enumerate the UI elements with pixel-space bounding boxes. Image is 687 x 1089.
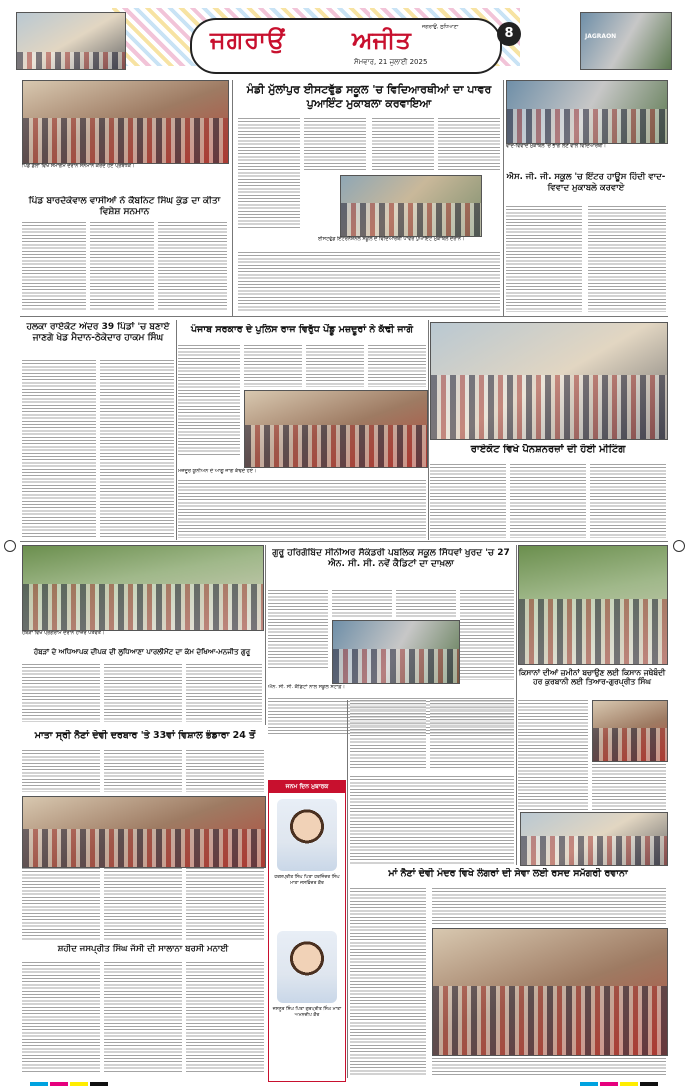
article-text: [178, 345, 240, 455]
photo-farmers: [518, 545, 668, 665]
print-color-bar: [90, 1082, 108, 1086]
article-text: [396, 590, 456, 618]
headline-power-point: ਮੰਡੀ ਮੁੱਲਾਂਪੁਰ ਈਸਟਵੁੱਡ ਸਕੂਲ 'ਚ ਵਿਦਿਆਰਥੀਆਂ ਦਾ ਪਾਵਰ ਪੁਆਇੰਟ ਮੁਕਾਬਲਾ ਕਰਵਾਇਆ: [246, 83, 492, 110]
masthead-photo-right: [580, 12, 672, 70]
page-number: 8: [497, 22, 521, 46]
headline-bhandara: ਮਾਤਾ ਸ੍ਰੀ ਨੈਣਾਂ ਦੇਵੀ ਦਰਬਾਰ 'ਤੇ 33ਵਾਂ ਵਿਸ਼ਾਲ ਭੰਡਾਰਾ 24 ਤੋਂ: [34, 730, 256, 741]
article-text: [350, 776, 514, 864]
article-text: [432, 1058, 666, 1076]
column-rule: [347, 700, 348, 1078]
caption-honour-ceremony: ਪਿੰਡ ਡੱਲਾ ਵਿਖੇ ਸਮਾਗਮ ਦੌਰਾਨ ਸਨਮਾਨ ਕਰਦੇ ਹੋਏ ਪ੍ਰਬੰਧਕ।: [22, 163, 135, 169]
article-text: [104, 868, 182, 940]
article-text: [244, 345, 302, 387]
article-text: [238, 252, 500, 312]
section-divider: [20, 316, 668, 317]
headline-jaago: ਪੰਜਾਬ ਸਰਕਾਰ ਦੇ ਪੁਲਿਸ ਰਾਜ ਵਿਰੁੱਧ ਪੇਂਡੂ ਮਜ਼ਦੂਰਾਂ ਨੇ ਕੱਢੀ ਜਾਗੋ: [191, 324, 413, 335]
print-color-bar: [640, 1082, 658, 1086]
photo-bhandara: [22, 796, 266, 868]
photo-farmer-leader: [592, 700, 668, 762]
column-rule: [516, 545, 517, 865]
column-rule: [232, 80, 233, 316]
caption-power-point: ਈਸਟਵੁੱਡ ਇੰਟਰਨੈਸ਼ਨਲ ਸਕੂਲ ਦੇ ਵਿਦਿਆਰਥੀ ਪਾਵਰ ਪੁਆਇੰਟ ਮੁਕਾਬਲੇ ਦੌਰਾਨ।: [318, 236, 465, 242]
article-text: [430, 464, 506, 538]
photo-jaago: [244, 390, 428, 468]
birthday-photo-1: [277, 799, 337, 871]
print-color-bar: [50, 1082, 68, 1086]
article-text: [368, 345, 426, 387]
headline-ncc: ਗੁਰੂ ਹਰਿਗੋਬਿੰਦ ਸੀਨੀਅਰ ਸੈਕੰਡਰੀ ਪਬਲਿਕ ਸਕੂਲ ਸਿੱਧਵਾਂ ਖੁਰਦ 'ਚ 27 ਐਨ. ਸੀ. ਸੀ. ਨਵੇਂ ਕੈਡਿਟਾਂ ਦਾ ਦਾਖ਼ਲਾ: [272, 548, 510, 570]
birthday-title: ਜਨਮ ਦਿਨ ਮੁਬਾਰਕ: [269, 781, 345, 793]
registration-mark: [673, 540, 685, 552]
masthead-photo-left: [16, 12, 126, 70]
headline-barsi: ਸ਼ਹੀਦ ਜਸਪ੍ਰੀਤ ਸਿੰਘ ਜੱਸੀ ਦੀ ਸਾਲਾਨਾ ਬਰਸੀ ਮਨਾਈ: [57, 944, 229, 954]
print-color-bar: [30, 1082, 48, 1086]
article-text: [104, 750, 182, 792]
photo-langar: [432, 928, 668, 1056]
article-text: [350, 888, 426, 1076]
photo-ncc: [332, 620, 460, 684]
article-text: [104, 664, 182, 722]
birthday-photo-2: [277, 931, 337, 1003]
print-color-bar: [620, 1082, 638, 1086]
article-text: [304, 118, 366, 170]
article-text: [350, 700, 426, 770]
article-text: [100, 360, 174, 538]
birthday-box: [268, 780, 346, 1082]
article-text: [518, 700, 588, 810]
birthday-text-2: ਜਸਨੂਰ ਸਿੰਘ ਪਿਤਾ ਗੁਰਪ੍ਰੀਤ ਸਿੰਘ ਮਾਤਾ ਅਮਨਦੀਪ ਕੌਰ: [272, 1007, 342, 1018]
paper-name: ਅਜੀਤ: [352, 26, 411, 54]
article-text: [506, 206, 582, 312]
article-text: [460, 590, 514, 680]
brand-name: ਜਗਰਾਉਂ: [210, 26, 286, 54]
article-text: [306, 345, 364, 387]
photo-honour-ceremony: [22, 80, 229, 164]
article-text: [438, 118, 500, 170]
article-text: [186, 962, 264, 1074]
caption-debate: ਵਾਦ-ਵਿਵਾਦ ਮੁਕਾਬਲੇ 'ਚ ਭਾਗ ਲੈਣ ਵਾਲੇ ਵਿਦਿਆਰਥੀ।: [506, 143, 606, 149]
article-text: [186, 750, 264, 792]
photo-humbran: [22, 545, 264, 631]
article-text: [590, 464, 666, 538]
article-text: [22, 868, 100, 940]
article-text: [372, 118, 434, 170]
article-text: [332, 590, 392, 618]
masthead-photo-label: JAGRAON: [585, 33, 617, 40]
article-text: [178, 480, 426, 538]
photo-debate: [506, 80, 668, 144]
article-text: [592, 764, 666, 810]
headline-farmers: ਕਿਸਾਨਾਂ ਦੀਆਂ ਜ਼ਮੀਨਾਂ ਬਚਾਉਣ ਲਈ ਕਿਸਾਨ ਜਥੇਬੰਦੀ ਹਰ ਕੁਰਬਾਨੀ ਲਈ ਤਿਆਰ-ਗੁਰਪ੍ਰੀਤ ਸਿੰਘ: [518, 668, 666, 687]
caption-humbran: ਹੰਬੜਾਂ ਵਿਖੇ ਪ੍ਰੋਗਰਾਮ ਦੌਰਾਨ ਹਾਜ਼ਰ ਪਤਵੰਤੇ।: [22, 630, 105, 636]
column-rule: [503, 80, 504, 316]
headline-pensioners: ਰਾਏਕੋਟ ਵਿਖੇ ਪੈਨਸ਼ਨਰਜ਼ਾਂ ਦੀ ਹੋਈ ਮੀਟਿੰਗ: [470, 444, 626, 455]
masthead: [0, 0, 687, 78]
headline-debate: ਐਸ. ਜੀ. ਜੀ. ਸਕੂਲ 'ਚ ਇੰਟਰ ਹਾਊਸ ਹਿੰਦੀ ਵਾਦ-ਵਿਵਾਦ ਮੁਕਾਬਲੇ ਕਰਵਾਏ: [506, 172, 666, 193]
print-color-bar: [600, 1082, 618, 1086]
section-divider: [20, 541, 668, 542]
article-text: [588, 206, 666, 312]
masthead-subtitle: ਜਗਰਾਉਂ, ਲੁਧਿਆਣਾ: [422, 24, 459, 30]
column-rule: [428, 320, 429, 540]
article-text: [22, 750, 100, 792]
issue-date: ਸੋਮਵਾਰ, 21 ਜੁਲਾਈ 2025: [354, 58, 428, 66]
article-text: [22, 222, 86, 310]
article-text: [22, 360, 96, 538]
photo-pensioners: [430, 322, 668, 440]
article-text: [238, 118, 300, 228]
headline-honour-ceremony: ਪਿੰਡ ਬਾਰਦੇਕੇਵਾਲ ਵਾਸੀਆਂ ਨੇ ਕੈਬਨਿਟ ਸਿੰਘ ਕੁੰਡ ਦਾ ਕੀਤਾ ਵਿਸ਼ੇਸ਼ ਸਨਮਾਨ: [28, 196, 221, 218]
article-text: [432, 888, 666, 924]
caption-ncc: ਐਨ. ਸੀ. ਸੀ. ਕੈਡਿਟਾਂ ਨਾਲ ਸਕੂਲ ਸਟਾਫ਼।: [268, 684, 345, 690]
column-rule: [176, 320, 177, 540]
column-rule: [265, 545, 266, 725]
article-text: [510, 464, 586, 538]
caption-jaago: ਮਜ਼ਦੂਰ ਯੂਨੀਅਨ ਦੇ ਆਗੂ ਜਾਗੋ ਕੱਢਦੇ ਹੋਏ।: [178, 468, 257, 474]
headline-langar: ਮਾਂ ਨੈਣਾਂ ਦੇਵੀ ਮੰਦਰ ਵਿਖੇ ਲੰਗਰਾਂ ਦੀ ਸੇਵਾ ਲਈ ਰਸਦ ਸਮੱਗਰੀ ਰਵਾਨਾ: [388, 868, 628, 879]
headline-play-grounds: ਹਲਕਾ ਰਾਏਕੋਟ ਅੰਦਰ 39 ਪਿੰਡਾਂ 'ਚ ਬਣਾਏ ਜਾਣਗੇ ਖੇਡ ਮੈਦਾਨ-ਠੇਕੇਦਾਰ ਹਾਕਮ ਸਿੰਘ: [26, 322, 170, 344]
article-text: [22, 962, 100, 1074]
article-text: [90, 222, 154, 310]
article-text: [430, 700, 514, 770]
article-text: [104, 962, 182, 1074]
article-text: [268, 590, 328, 668]
registration-mark: [4, 540, 16, 552]
print-color-bar: [70, 1082, 88, 1086]
article-text: [186, 664, 262, 722]
article-text: [158, 222, 227, 310]
photo-power-point: [340, 175, 482, 237]
headline-humbran: ਹੰਬੜਾਂ ਦੇ ਅਧਿਆਪਕ ਦੀਪਕ ਦੀ ਲੁਧਿਆਣਾ ਪਾਰਲੀਮੈਂਟ ਦਾ ਕੰਮ ਦੇਖਿਆ-ਮਨਜੀਤ ਗੁਰੂ: [33, 648, 251, 656]
birthday-text-1: ਹਰਸ਼ਪ੍ਰੀਤ ਸਿੰਘ ਪਿਤਾ ਹਰਜਿੰਦਰ ਸਿੰਘ ਮਾਤਾ ਜਸਵਿੰਦਰ ਕੌਰ: [274, 875, 340, 886]
article-text: [186, 868, 264, 940]
photo-misc: [520, 812, 668, 866]
brand-logo: [190, 18, 502, 74]
print-color-bar: [580, 1082, 598, 1086]
article-text: [22, 664, 100, 722]
